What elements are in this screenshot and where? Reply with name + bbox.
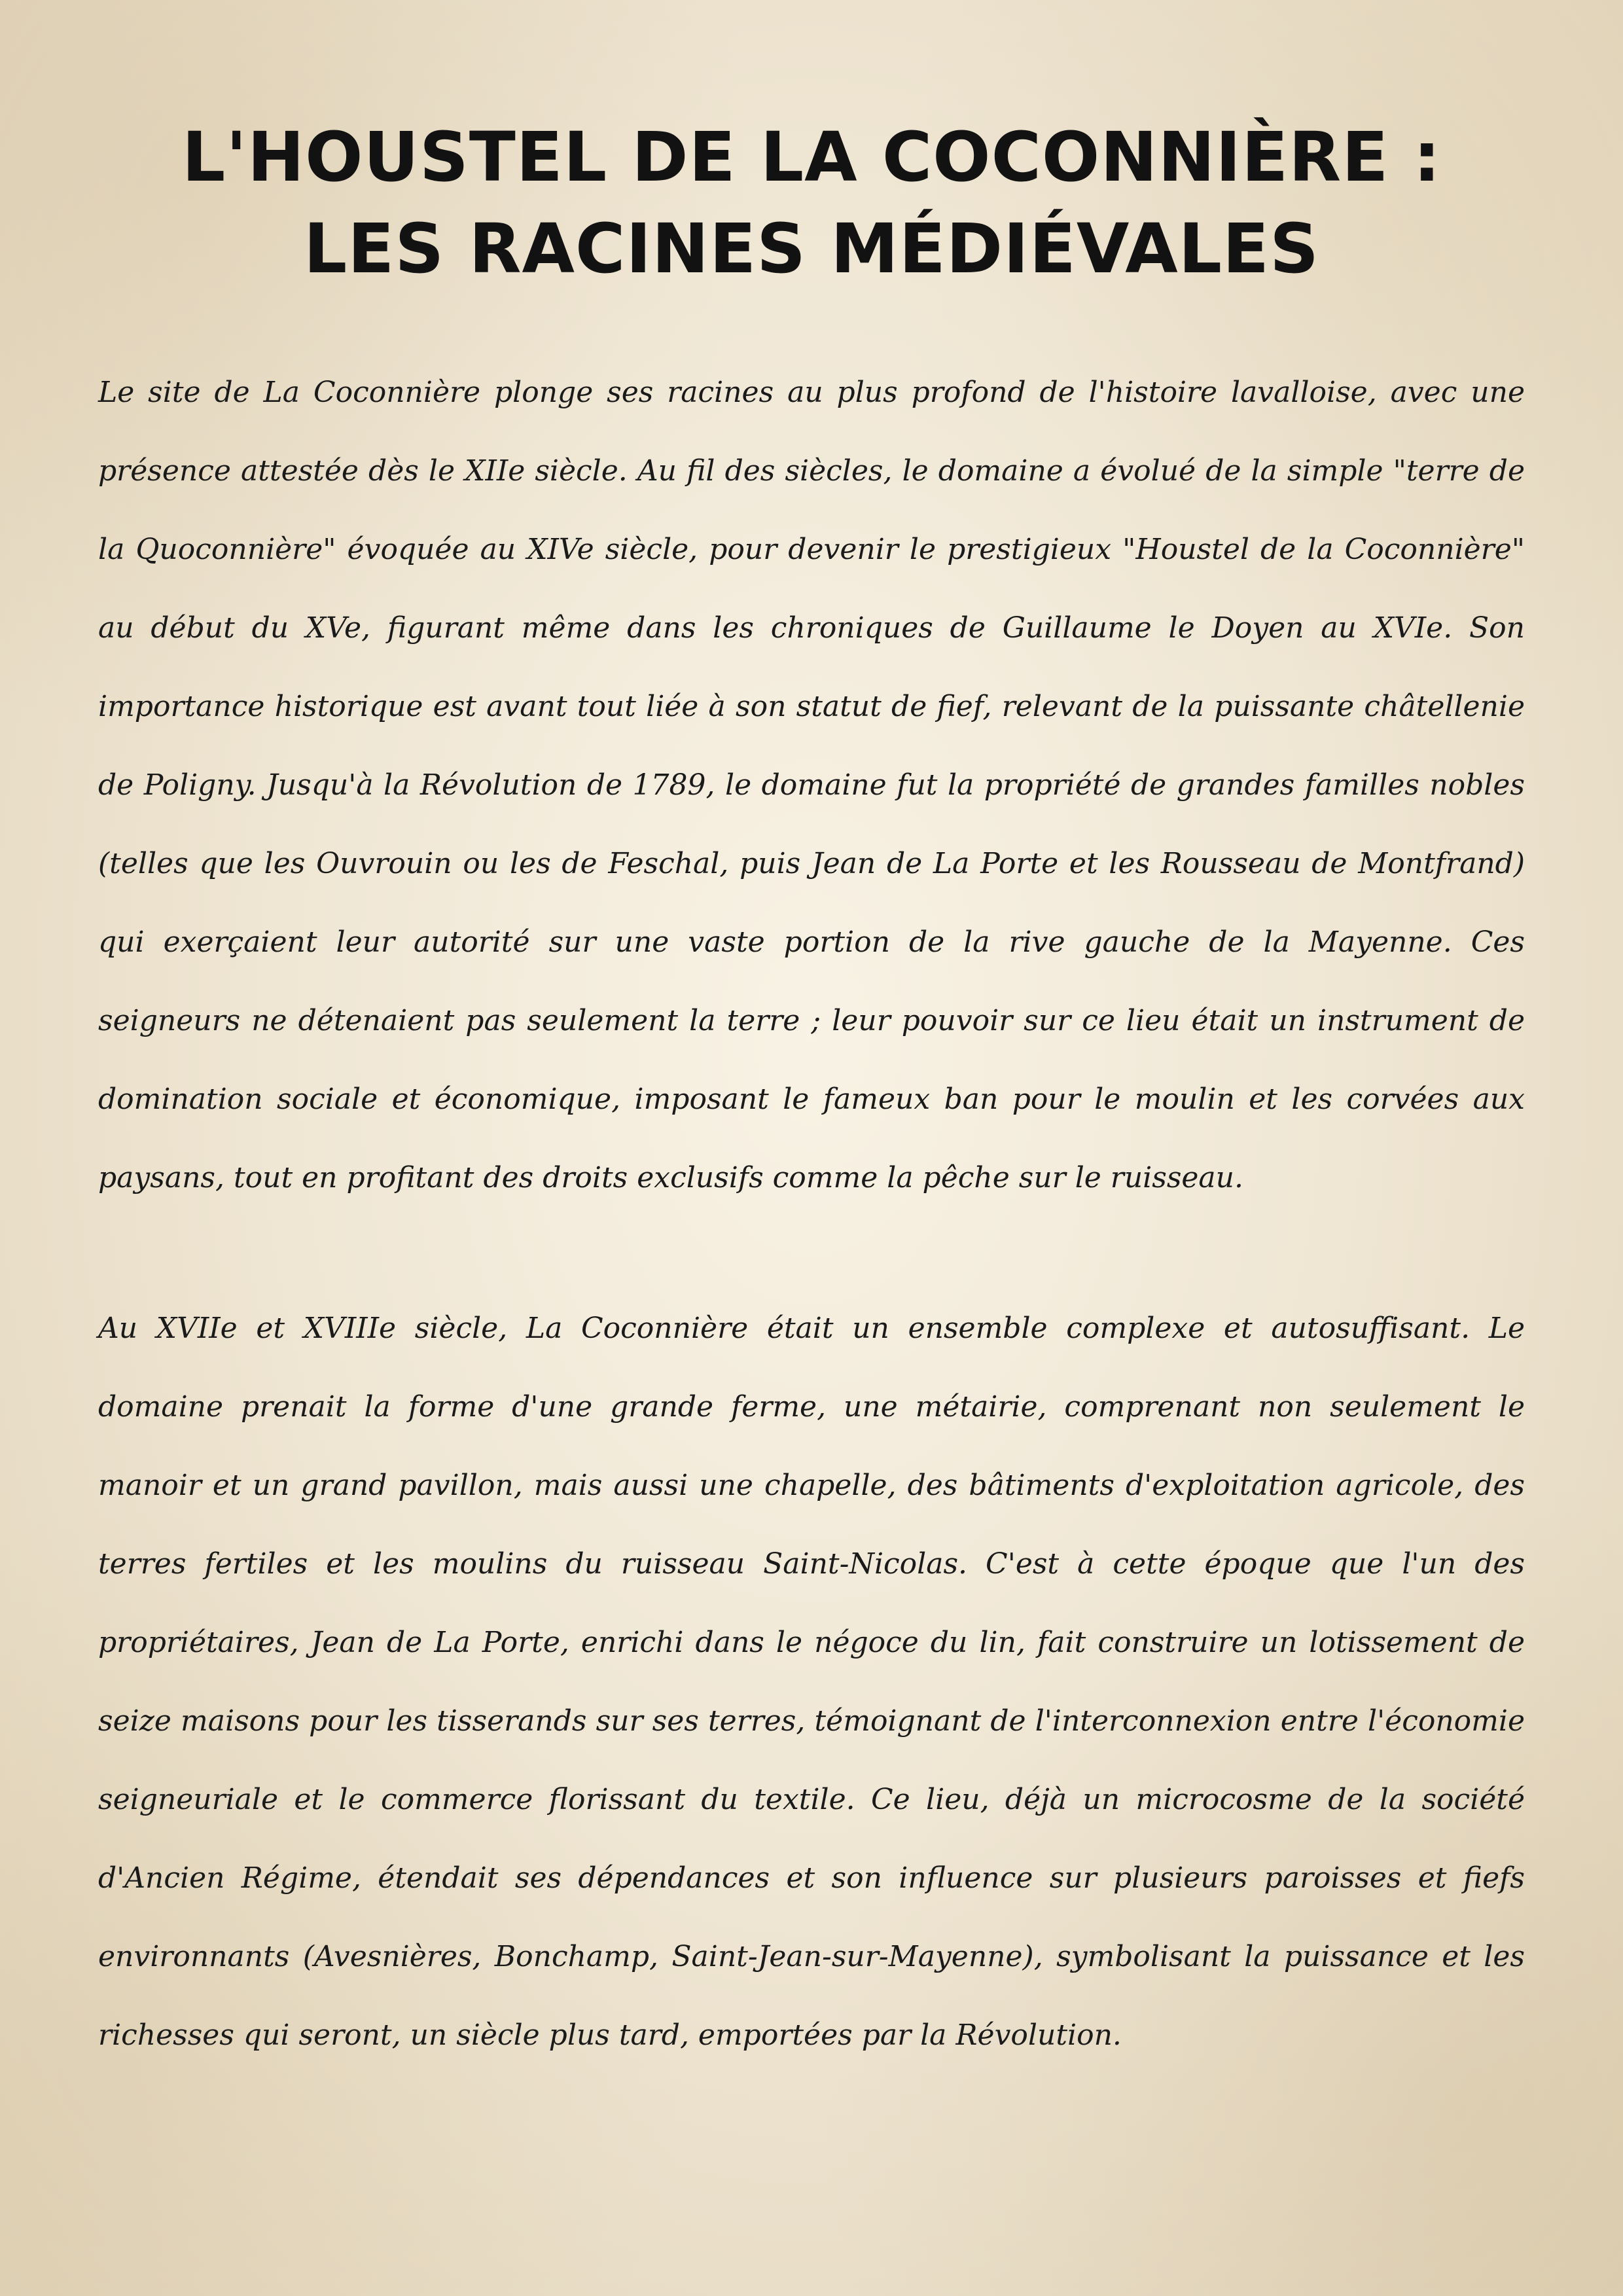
paragraph-17th-18th-century: Au XVIIe et XVIIIe siècle, La Coconnière était un ensemble complexe et autosuffisant. Le domaine prenait la forme d'une grande ferme, une métairie, comprenant non seulement le manoir et un grand pavillon, mais aussi une chapelle, des bâtiments d'exploitation agricole, des terres fertiles et les moulins du ruisseau Saint-Nicolas. C'est à cette époque que l'un des propriétaires, Jean de La Porte, enrichi dans le négoce du lin, fait construire un lotissement de seize maisons pour les tisserands sur ses terres, témoignant de l'interconnexion entre l'économie seigneuriale et le commerce florissant du textile. Ce lieu, déjà un microcosme de la société d'Ancien Régime, étendait ses dépendances et son influence sur plusieurs paroisses et fiefs environnants (Avesnières, Bonchamp, Saint-Jean-sur-Mayenne), symbolisant la puissance et les richesses qui seront, un siècle plus tard, emportées par la Révolution. <box>98 1312 1525 2052</box>
page-title <box>0 111 1623 295</box>
paragraph-medieval-origins: Le site de La Coconnière plonge ses racines au plus profond de l'histoire lavalloise, avec une présence attestée dès le XIIe siècle. Au fil des siècles, le domaine a évolué de la simple "terre de la Quoconnière" évoquée au XIVe siècle, pour devenir le prestigieux "Houstel de la Coconnière" au début du XVe, figurant même dans les chroniques de Guillaume le Doyen au XVIe. Son importance historique est avant tout liée à son statut de fief, relevant de la puissante châtellenie de Poligny. Jusqu'à la Révolution de 1789, le domaine fut la propriété de grandes familles nobles (telles que les Ouvrouin ou les de Feschal, puis Jean de La Porte et les Rousseau de Montfrand) qui exerçaient leur autorité sur une vaste portion de la rive gauche de la Mayenne. Ces seigneurs ne détenaient pas seulement la terre ; leur pouvoir sur ce lieu était un instrument de domination sociale et économique, imposant le fameux ban pour le moulin et les corvées aux paysans, tout en profitant des droits exclusifs comme la pêche sur le ruisseau. <box>98 376 1525 1194</box>
title-line-2: LES RACINES MÉDIÉVALES <box>304 209 1319 289</box>
title-line-1: L'HOUSTEL DE LA COCONNIÈRE : <box>181 117 1442 197</box>
